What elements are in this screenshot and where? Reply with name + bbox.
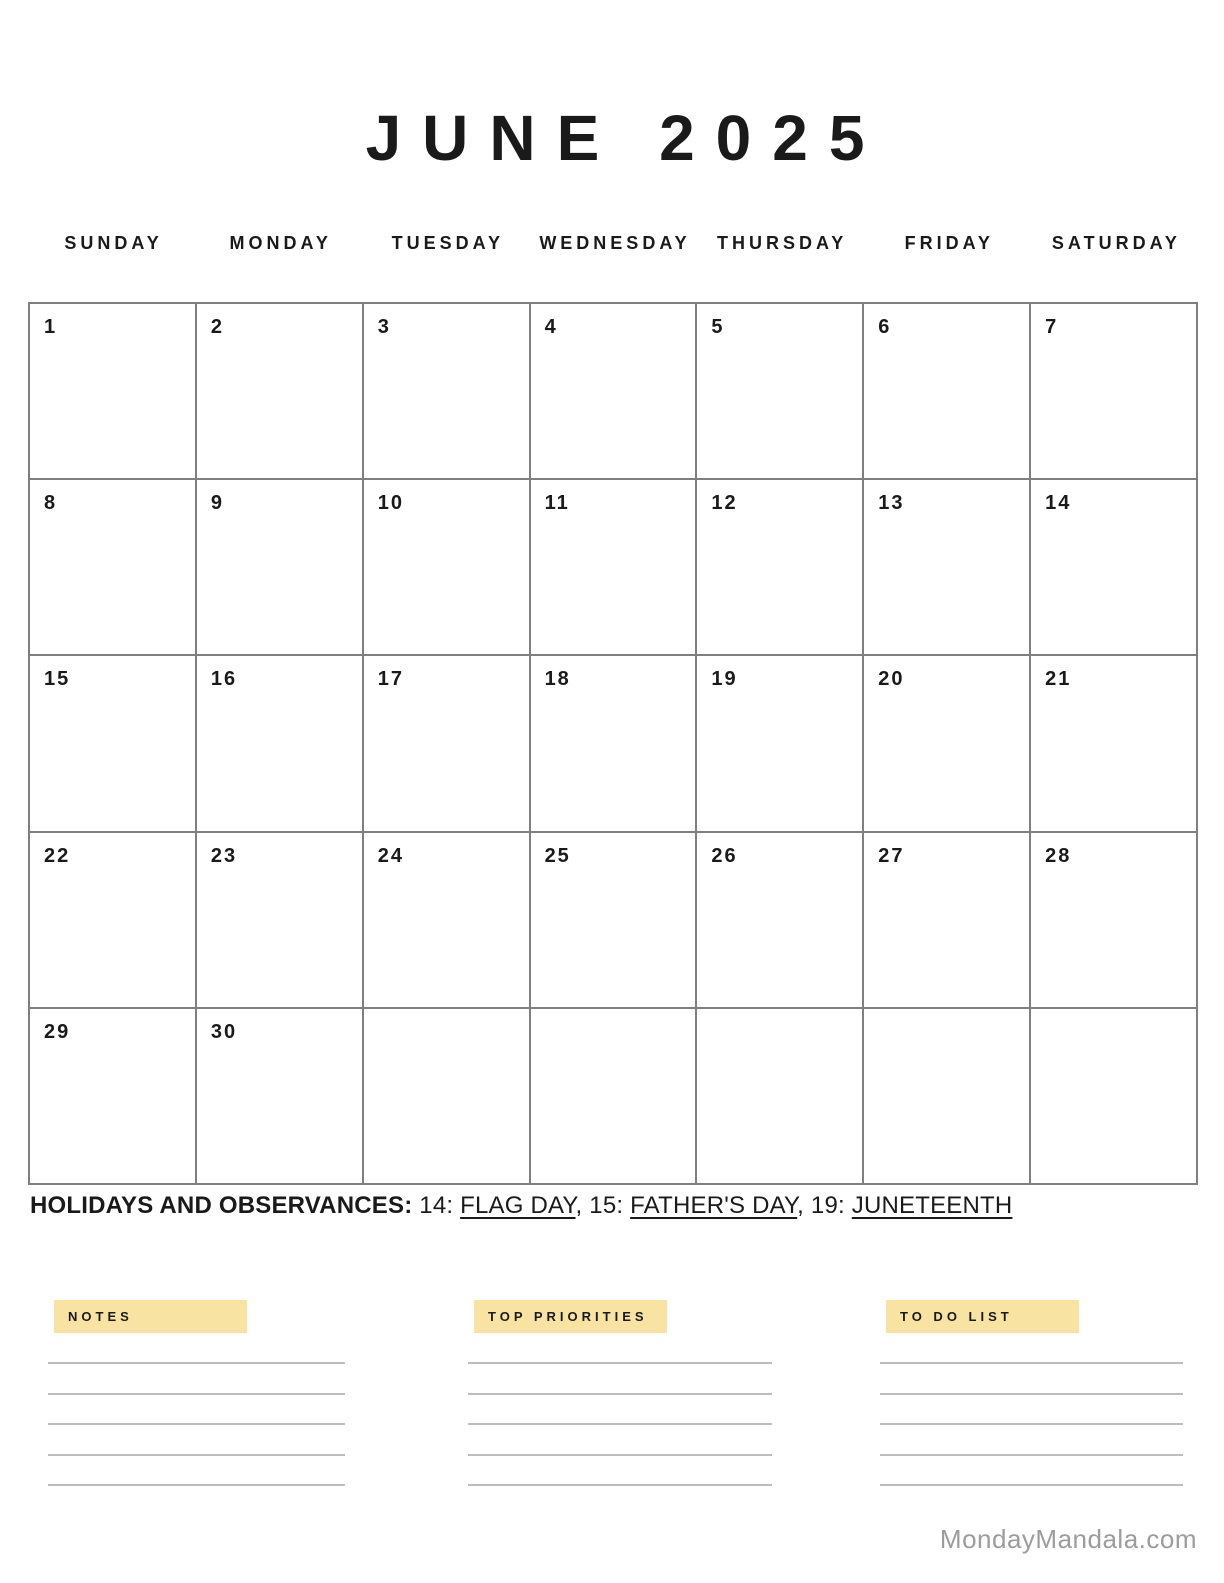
day-cell	[363, 1008, 530, 1184]
day-cell	[696, 1008, 863, 1184]
date-number: 21	[1045, 668, 1072, 691]
holiday-prefix: 19:	[810, 1192, 852, 1219]
date-number: 6	[878, 316, 892, 338]
holiday-entry	[419, 1192, 589, 1219]
writing-line	[468, 1484, 772, 1486]
day-cell	[696, 303, 863, 479]
holiday-prefix: 15:	[589, 1192, 631, 1219]
day-cell	[863, 479, 1030, 655]
writing-line	[880, 1362, 1183, 1364]
date-number: 18	[544, 668, 571, 691]
holidays-label: HOLIDAYS AND OBSERVANCES:	[30, 1192, 413, 1219]
holiday-entry	[589, 1192, 811, 1219]
page-title: JUNE 2025	[365, 102, 886, 174]
day-header-row	[28, 233, 1198, 254]
writing-line	[48, 1484, 345, 1486]
writing-line	[880, 1423, 1183, 1425]
date-number: 4	[544, 316, 558, 338]
day-cell	[863, 303, 1030, 479]
date-number: 25	[544, 844, 571, 867]
writing-line	[468, 1393, 772, 1395]
day-cell	[29, 1008, 196, 1184]
date-number: 23	[210, 844, 238, 867]
writing-line	[48, 1423, 345, 1425]
day-cell	[696, 479, 863, 655]
date-number: 27	[878, 844, 905, 867]
date-number: 29	[44, 1020, 71, 1043]
date-number: 20	[878, 668, 905, 691]
day-cell	[1030, 832, 1197, 1008]
day-cell	[363, 303, 530, 479]
writing-line	[880, 1454, 1183, 1456]
date-number: 12	[711, 492, 738, 515]
day-cell	[196, 1008, 363, 1184]
writing-line	[468, 1454, 772, 1456]
writing-line	[880, 1393, 1183, 1395]
day-cell	[29, 479, 196, 655]
writing-line	[468, 1362, 772, 1364]
notes-label: NOTES	[68, 1309, 133, 1324]
date-number: 10	[377, 492, 404, 515]
date-number: 2	[210, 316, 224, 338]
day-header-tuesday: TUESDAY	[391, 233, 505, 253]
date-number: 19	[711, 668, 738, 691]
date-number: 1	[44, 316, 58, 338]
day-cell	[196, 479, 363, 655]
day-cell	[863, 655, 1030, 831]
day-cell	[530, 655, 697, 831]
day-cell	[863, 832, 1030, 1008]
holiday-link-juneteenth[interactable]: JUNETEENTH	[851, 1192, 1013, 1219]
calendar-grid	[28, 302, 1198, 1185]
holiday-prefix: 14:	[419, 1192, 461, 1219]
holiday-suffix: ,	[797, 1192, 811, 1219]
day-cell	[196, 832, 363, 1008]
date-number: 9	[210, 492, 224, 515]
holiday-link-fathers-day[interactable]: FATHER'S DAY	[630, 1192, 798, 1219]
writing-line	[48, 1393, 345, 1395]
date-number: 3	[377, 316, 391, 338]
date-number: 7	[1045, 316, 1059, 338]
day-cell	[530, 1008, 697, 1184]
day-cell	[363, 832, 530, 1008]
date-number: 28	[1045, 844, 1072, 867]
writing-line	[468, 1423, 772, 1425]
day-cell	[1030, 303, 1197, 479]
date-number: 17	[377, 668, 404, 691]
top-priorities-label-box	[474, 1300, 667, 1333]
writing-line	[880, 1484, 1183, 1486]
day-cell	[29, 655, 196, 831]
holidays-line	[30, 1192, 1200, 1220]
date-number: 14	[1045, 492, 1072, 515]
day-header-thursday: THURSDAY	[716, 233, 848, 253]
notes-section	[48, 1300, 345, 1500]
day-header-saturday: SATURDAY	[1051, 233, 1181, 253]
day-cell	[530, 832, 697, 1008]
writing-line	[48, 1362, 345, 1364]
top-priorities-section	[468, 1300, 772, 1500]
date-number: 5	[711, 316, 725, 338]
date-number: 8	[44, 492, 58, 515]
day-cell	[530, 479, 697, 655]
day-cell	[29, 832, 196, 1008]
day-cell	[1030, 479, 1197, 655]
date-number: 26	[711, 844, 738, 867]
date-number: 15	[44, 668, 71, 691]
day-cell	[530, 303, 697, 479]
to-do-list-section	[880, 1300, 1183, 1500]
date-number: 30	[210, 1020, 238, 1043]
day-cell	[696, 655, 863, 831]
date-number: 16	[210, 668, 238, 691]
day-cell	[1030, 655, 1197, 831]
day-cell	[363, 655, 530, 831]
day-cell	[1030, 1008, 1197, 1184]
day-header-sunday: SUNDAY	[64, 233, 163, 253]
day-header-wednesday: WEDNESDAY	[539, 233, 691, 253]
to-do-list-label: TO DO LIST	[900, 1309, 1013, 1324]
holiday-suffix: ,	[575, 1192, 590, 1219]
day-header-friday: FRIDAY	[904, 233, 994, 253]
day-cell	[29, 303, 196, 479]
date-number: 24	[377, 844, 404, 867]
holiday-link-flag-day[interactable]: FLAG DAY	[460, 1192, 576, 1219]
date-number: 11	[544, 492, 570, 515]
date-number: 13	[878, 492, 905, 515]
notes-label-box	[54, 1300, 247, 1333]
day-cell	[696, 832, 863, 1008]
day-cell	[196, 303, 363, 479]
top-priorities-label: TOP PRIORITIES	[488, 1309, 648, 1324]
day-cell	[863, 1008, 1030, 1184]
writing-line	[48, 1454, 345, 1456]
date-number: 22	[44, 844, 71, 867]
site-watermark: MondayMandala.com	[939, 1524, 1197, 1554]
day-cell	[196, 655, 363, 831]
day-header-monday: MONDAY	[229, 233, 332, 253]
day-cell	[363, 479, 530, 655]
holiday-entry	[811, 1192, 1013, 1219]
to-do-list-label-box	[886, 1300, 1079, 1333]
